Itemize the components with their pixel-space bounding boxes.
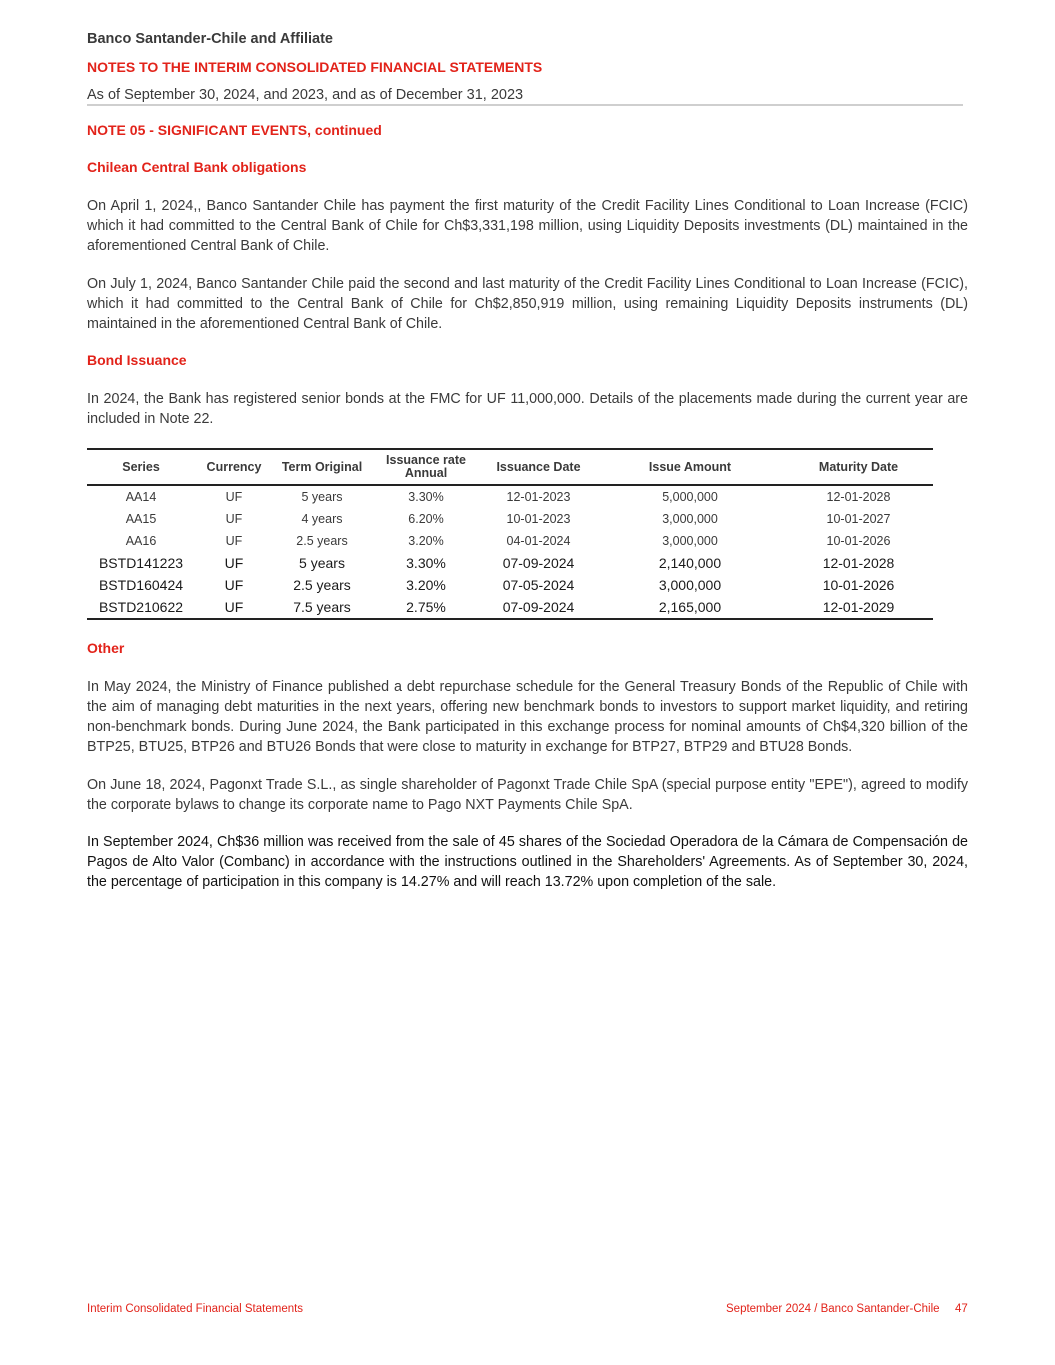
- paragraph-other-3: In September 2024, Ch$36 million was received from the sale of 45 shares of the Sociedad Operadora de la Cámara de Compensación de Pagos de Alto Valor (Combanc) in accordance with the instructions outlined in the Shareholders' Agreements. As of September 30, 2024, the percentage of participation in this company is 14.27% and will reach 13.72% upon completion of the sale.: [87, 834, 968, 890]
- cell-amount: 3,000,000: [658, 577, 722, 593]
- header-divider: [87, 104, 963, 106]
- cell-maturity: 10-01-2026: [826, 534, 891, 548]
- table-row: [87, 552, 933, 574]
- footer-document-title: Interim Consolidated Financial Statements: [87, 1303, 304, 1315]
- paragraph-other-1: In May 2024, the Ministry of Finance published a debt repurchase schedule for the General Treasury Bonds of the Republic of Chile with the aim of managing debt maturities in the next years, offering new benchmark bonds to investors to support market liquidity, and retiring non-benchmark bonds. During June 2024, the Bank participated in this exchange process for nominal amounts of Ch$4,320 billion of the BTP25, BTU25, BTP26 and BTU26 Bonds that were close to maturity in exchange for BTP27, BTP29 and BTU28 Bonds.: [87, 679, 968, 755]
- section-heading-other: Other: [87, 640, 125, 656]
- header-currency: Currency: [195, 449, 273, 485]
- cell-currency: UF: [225, 490, 243, 504]
- cell-issuance-date: 10-01-2023: [506, 512, 571, 526]
- paragraph-central-bank-2: On July 1, 2024, Banco Santander Chile paid the second and last maturity of the Credit Facility Lines Conditional to Loan Increase (FCIC), which it had committed to the Central Bank of Chile for Ch$2,850,919 million, using remaining Liquidity Deposits instruments (DL) maintained in the aforementioned Central Bank of Chile.: [87, 276, 968, 332]
- note-title: NOTE 05 - SIGNIFICANT EVENTS, continued: [87, 122, 382, 138]
- cell-term: 4 years: [301, 512, 343, 526]
- cell-amount: 3,000,000: [662, 512, 718, 526]
- company-name: Banco Santander-Chile and Affiliate: [87, 31, 333, 47]
- cell-term: 2.5 years: [293, 577, 351, 593]
- paragraph-other-2: On June 18, 2024, Pagonxt Trade S.L., as single shareholder of Pagonxt Trade Chile SpA (special purpose entity "EPE"), agreed to modify the corporate bylaws to change its corporate name to Pago NXT Payments Chile SpA.: [87, 777, 968, 813]
- table-row: [87, 485, 933, 508]
- footer-page-number: 47: [955, 1303, 968, 1315]
- cell-series: BSTD160424: [98, 577, 184, 593]
- header-maturity: Maturity Date: [784, 449, 933, 485]
- cell-rate: 3.20%: [408, 534, 444, 548]
- header-rate-line2: Annual: [404, 466, 448, 480]
- section-heading-bond-issuance: Bond Issuance: [87, 352, 187, 368]
- cell-rate: 3.30%: [406, 555, 446, 571]
- header-amount: Issue Amount: [596, 449, 784, 485]
- table-row: [87, 508, 933, 530]
- cell-issuance-date: 07-09-2024: [481, 596, 596, 619]
- cell-amount: 3,000,000: [662, 534, 718, 548]
- cell-maturity: 12-01-2029: [784, 596, 933, 619]
- cell-currency: UF: [225, 512, 243, 526]
- cell-series: BSTD210622: [87, 596, 195, 619]
- footer-period: September 2024 / Banco Santander-Chile: [726, 1303, 940, 1315]
- cell-currency: UF: [225, 534, 243, 548]
- cell-maturity: 12-01-2028: [822, 555, 895, 571]
- header-series: Series: [87, 449, 195, 485]
- table-row: [87, 596, 933, 619]
- cell-issuance-date: 07-05-2024: [502, 577, 575, 593]
- cell-amount: 2,165,000: [596, 596, 784, 619]
- table-row: [87, 530, 933, 552]
- cell-maturity: 12-01-2028: [826, 490, 891, 504]
- notes-title: NOTES TO THE INTERIM CONSOLIDATED FINANCIAL STATEMENTS: [87, 59, 543, 75]
- cell-term: 5 years: [299, 555, 345, 571]
- cell-amount: 2,140,000: [658, 555, 722, 571]
- header-term: Term Original: [273, 449, 371, 485]
- cell-maturity: 10-01-2026: [822, 577, 895, 593]
- cell-term: 7.5 years: [273, 596, 371, 619]
- table-header-row: [87, 449, 933, 485]
- header-issuance-date: Issuance Date: [481, 449, 596, 485]
- cell-term: 5 years: [301, 490, 343, 504]
- header-rate: [371, 449, 481, 485]
- cell-currency: UF: [224, 577, 244, 593]
- cell-term: 2.5 years: [296, 534, 348, 548]
- cell-rate: 3.30%: [408, 490, 444, 504]
- cell-series: BSTD141223: [98, 555, 184, 571]
- cell-currency: UF: [224, 555, 244, 571]
- cell-issuance-date: 04-01-2024: [506, 534, 571, 548]
- cell-rate: 2.75%: [371, 596, 481, 619]
- cell-issuance-date: 12-01-2023: [506, 490, 571, 504]
- as-of-date: As of September 30, 2024, and 2023, and as of December 31, 2023: [87, 87, 524, 103]
- cell-maturity: 10-01-2027: [826, 512, 891, 526]
- cell-amount: 5,000,000: [662, 490, 718, 504]
- paragraph-central-bank-1: On April 1, 2024,, Banco Santander Chile has payment the first maturity of the Credit Facility Lines Conditional to Loan Increase (FCIC) which it had committed to the Central Bank of Chile for Ch$3,331,198 million, using Liquidity Deposits investments (DL) maintained in the aforementioned Central Bank of Chile.: [87, 198, 968, 254]
- table-row: [87, 574, 933, 596]
- cell-issuance-date: 07-09-2024: [502, 555, 575, 571]
- header-rate-line1: Issuance rate: [386, 453, 466, 467]
- section-heading-central-bank: Chilean Central Bank obligations: [87, 159, 307, 175]
- cell-series: AA15: [125, 512, 157, 526]
- bond-issuance-table: [87, 448, 933, 620]
- cell-series: AA14: [125, 490, 157, 504]
- paragraph-bond-issuance: In 2024, the Bank has registered senior bonds at the FMC for UF 11,000,000. Details of the placements made during the current year are included in Note 22.: [87, 391, 968, 427]
- cell-rate: 6.20%: [408, 512, 444, 526]
- cell-rate: 3.20%: [406, 577, 446, 593]
- cell-currency: UF: [195, 596, 273, 619]
- cell-series: AA16: [125, 534, 157, 548]
